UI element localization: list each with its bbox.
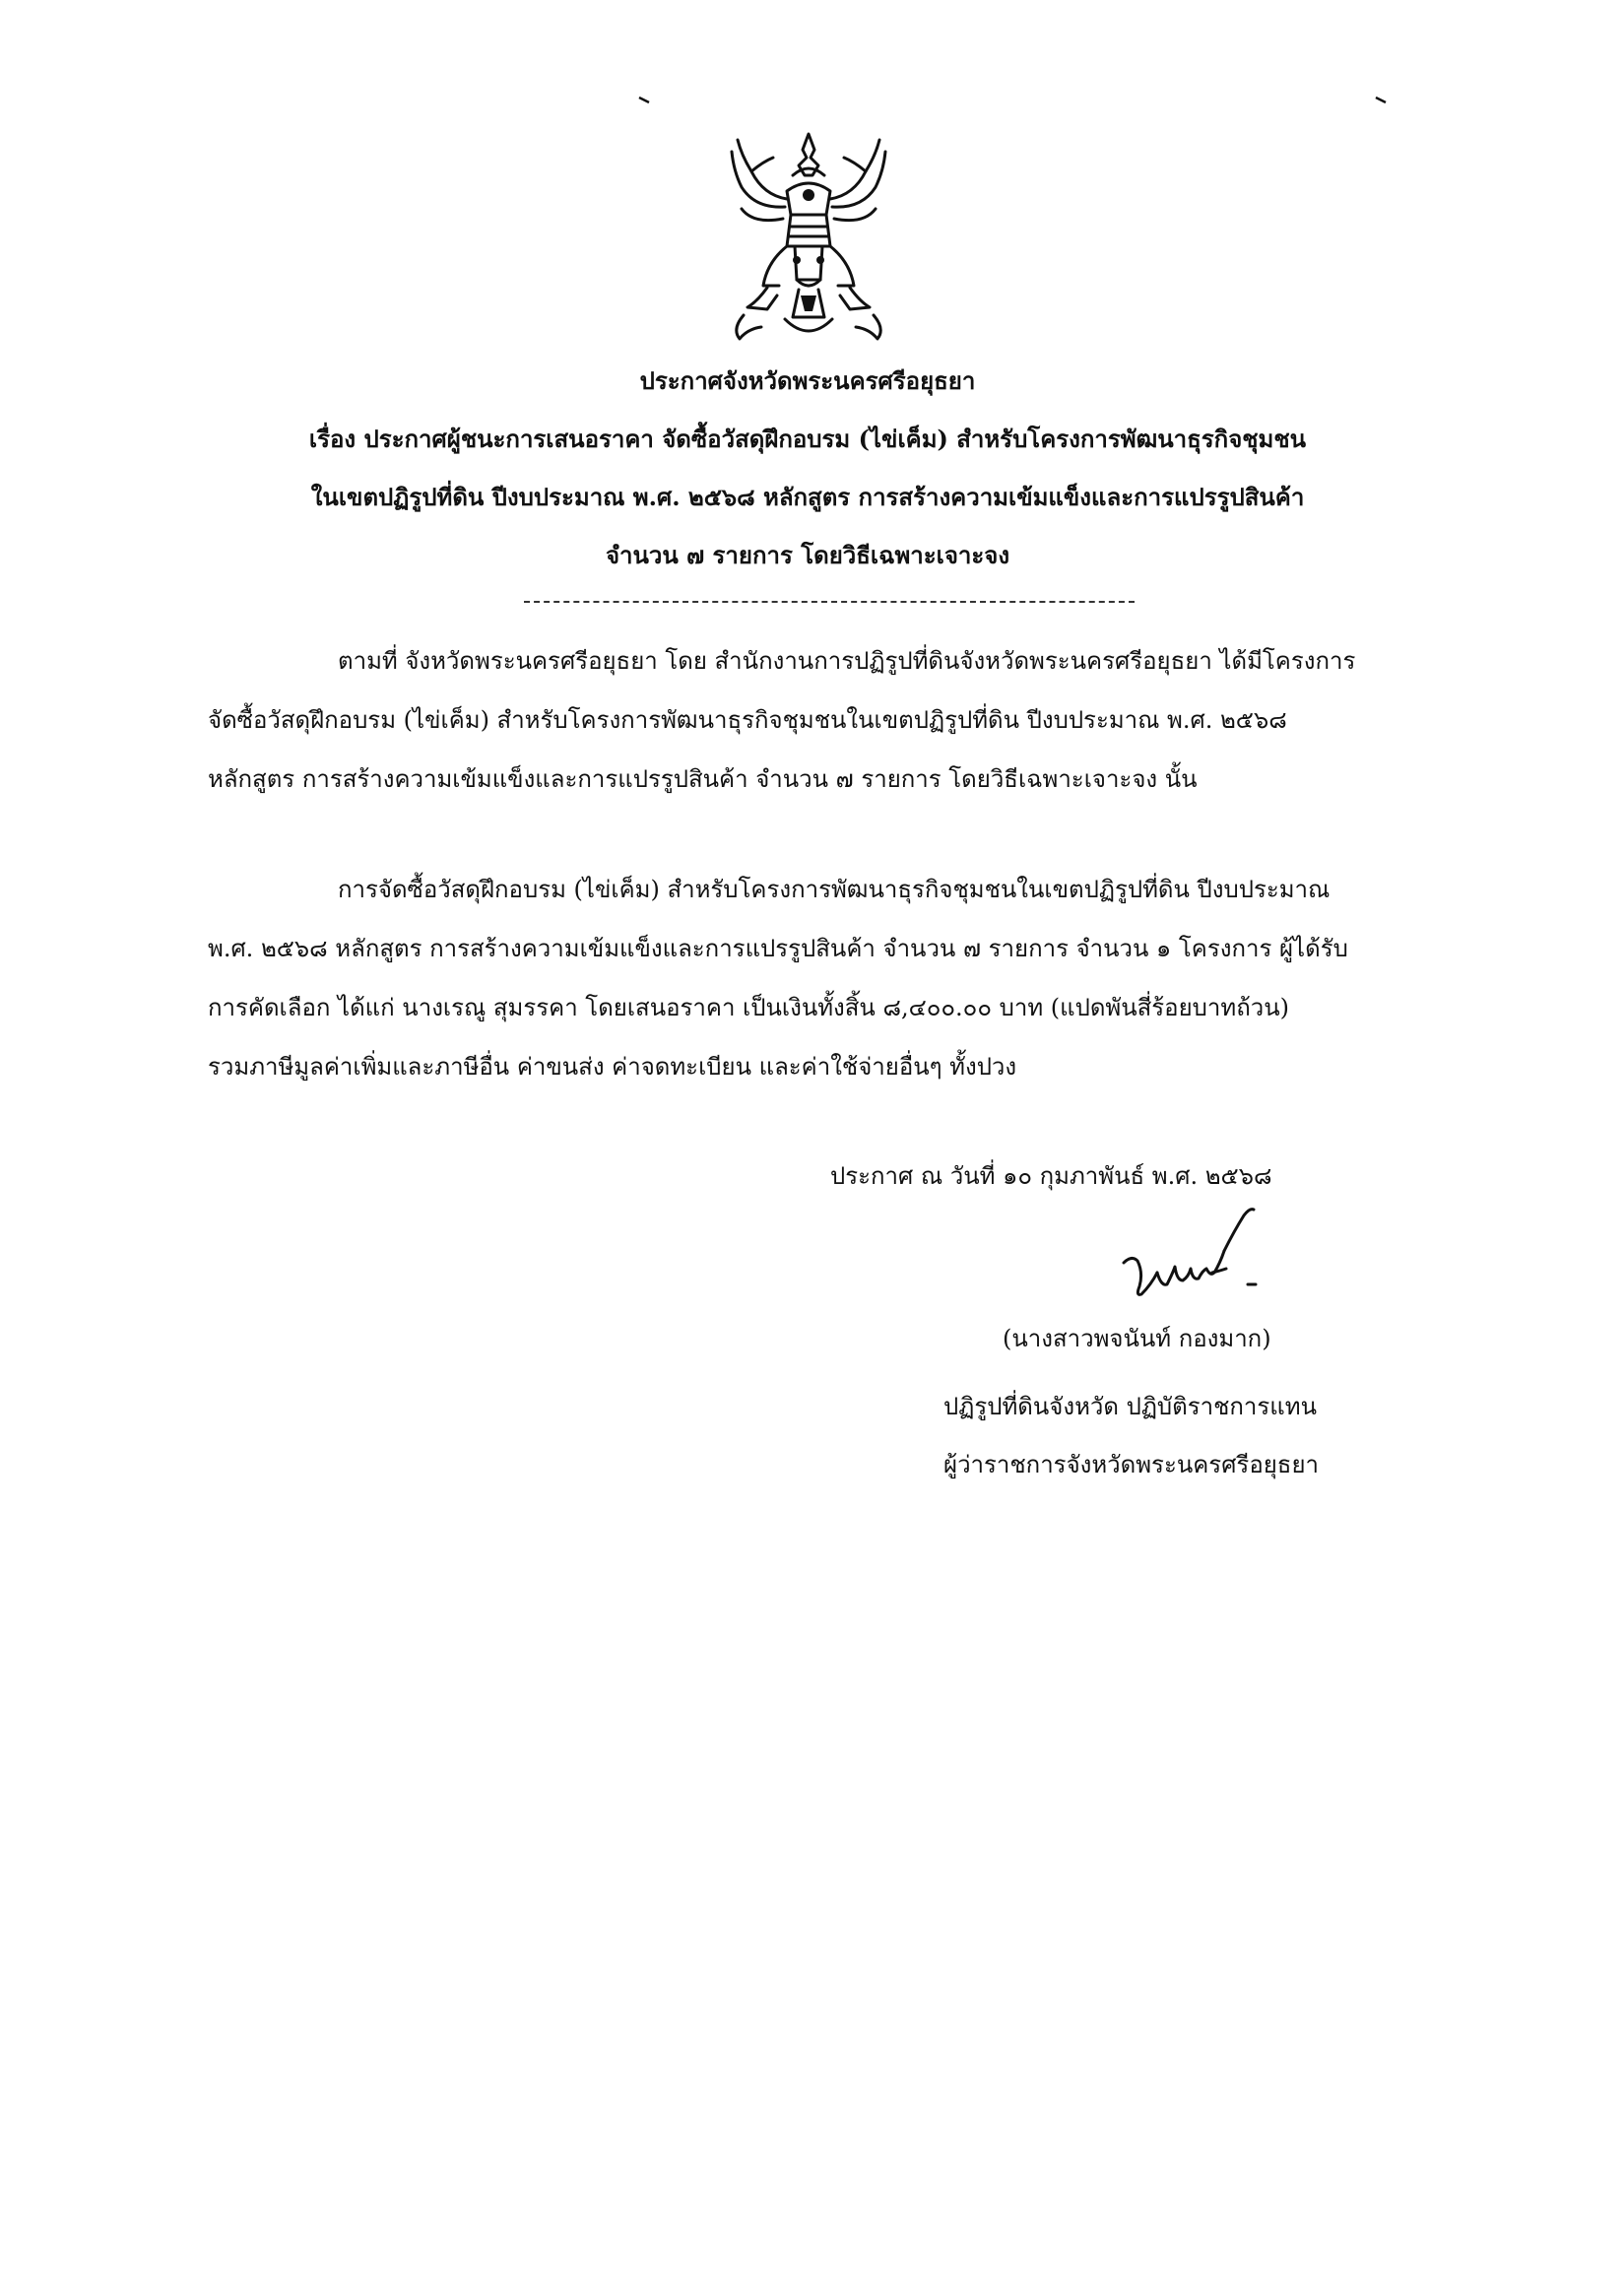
paragraph-line: การคัดเลือก ได้แก่ นางเรณู สุมรรคา โดยเสนอราคา เป็นเงินทั้งสิ้น ๘,๔๐๐.๐๐ บาท (แปดพันสี่ร้อยบาทถ้วน)	[208, 994, 1289, 1021]
announcement-date: ประกาศ ณ วันที่ ๑๐ กุมภาพันธ์ พ.ศ. ๒๕๖๘	[830, 1162, 1272, 1190]
paragraph-line: ตามที่ จังหวัดพระนครศรีอยุธยา โดย สำนักงานการปฏิรูปที่ดินจังหวัดพระนครศรีอยุธยา ได้มีโครงการ	[338, 647, 1356, 675]
paragraph-line: จัดซื้อวัสดุฝึกอบรม (ไข่เค็ม) สำหรับโครงการพัฒนาธุรกิจชุมชนในเขตปฏิรูปที่ดิน ปีงบประมาณ พ.ศ. ๒๕๖๘	[208, 706, 1287, 734]
garuda-emblem	[728, 132, 889, 343]
handwritten-signature	[1118, 1204, 1266, 1307]
subject-line: จำนวน ๗ รายการ โดยวิธีเฉพาะเจาะจง	[605, 541, 1010, 569]
subject-line: ในเขตปฏิรูปที่ดิน ปีงบประมาณ พ.ศ. ๒๕๖๘ หลักสูตร การสร้างความเข้มแข็งและการแปรรูปสินค้า	[310, 483, 1305, 511]
registration-mark-left	[638, 97, 650, 104]
registration-mark-right	[1375, 97, 1387, 104]
subject-line: เรื่อง ประกาศผู้ชนะการเสนอราคา จัดซื้อวัสดุฝึกอบรม (ไข่เค็ม) สำหรับโครงการพัฒนาธุรกิจชุมชน	[308, 425, 1307, 453]
paragraph-line: หลักสูตร การสร้างความเข้มแข็งและการแปรรูปสินค้า จำนวน ๗ รายการ โดยวิธีเฉพาะเจาะจง นั้น	[208, 765, 1198, 793]
authority-title: ประกาศจังหวัดพระนครศรีอยุธยา	[639, 366, 976, 395]
paragraph-line: พ.ศ. ๒๕๖๘ หลักสูตร การสร้างความเข้มแข็งและการแปรรูปสินค้า จำนวน ๗ รายการ จำนวน ๑ โครงการ ผู้ได้รับ	[208, 935, 1348, 962]
paragraph-line: การจัดซื้อวัสดุฝึกอบรม (ไข่เค็ม) สำหรับโครงการพัฒนาธุรกิจชุมชนในเขตปฏิรูปที่ดิน ปีงบประมาณ	[338, 876, 1331, 903]
signatory-name: (นางสาวพจนันท์ กองมาก)	[1003, 1325, 1271, 1352]
dashed-divider	[524, 601, 1135, 603]
signatory-position: ปฏิรูปที่ดินจังหวัด ปฏิบัติราชการแทน	[943, 1393, 1317, 1420]
signatory-position: ผู้ว่าราชการจังหวัดพระนครศรีอยุธยา	[943, 1451, 1319, 1478]
paragraph-line: รวมภาษีมูลค่าเพิ่มและภาษีอื่น ค่าขนส่ง ค่าจดทะเบียน และค่าใช้จ่ายอื่นๆ ทั้งปวง	[208, 1053, 1017, 1081]
